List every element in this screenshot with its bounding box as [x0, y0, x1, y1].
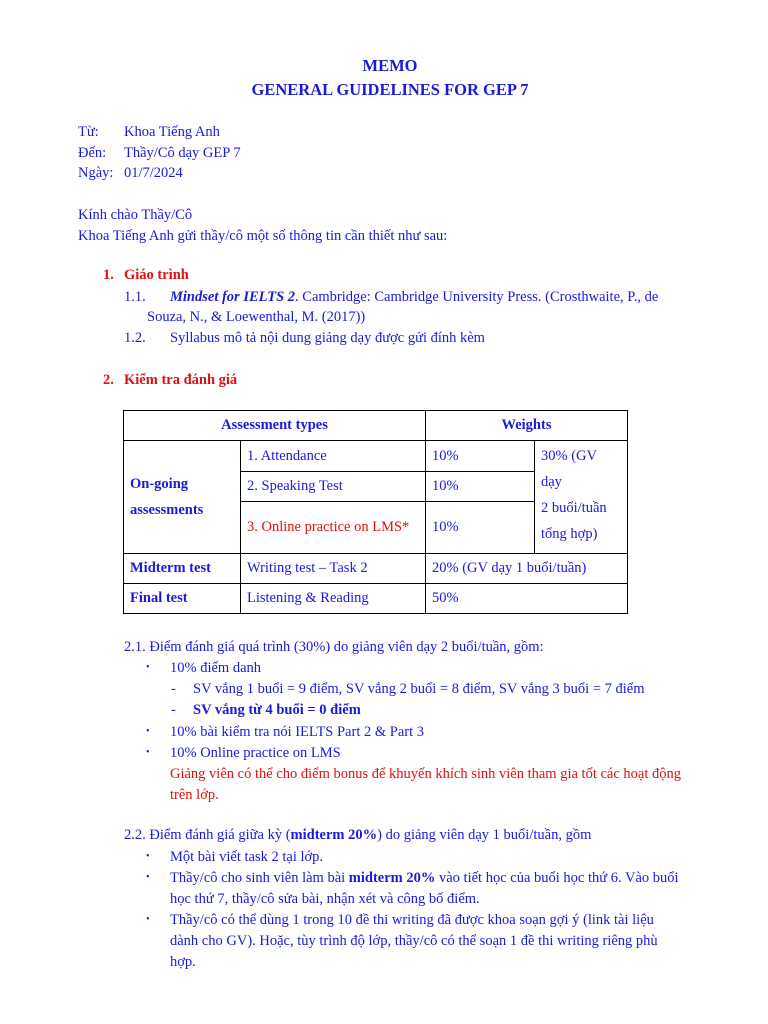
speaking-weight: 10%	[426, 472, 535, 502]
table-row	[124, 554, 628, 584]
ongoing-label-line1: On-going	[130, 476, 189, 492]
section1-item1-line2: Souza, N., & Loewenthal, M. (2017))	[147, 309, 366, 325]
s21-note-line2: trên lớp.	[170, 787, 219, 803]
final-type: Listening & Reading	[241, 584, 426, 614]
bullet-icon: •	[146, 851, 150, 862]
date-row	[78, 165, 183, 182]
s22-bullet2	[170, 870, 679, 887]
to-value: Thầy/Cô dạy GEP 7	[124, 145, 241, 161]
s22-bullet2-line2: học thứ 7, thầy/cô sửa bài, nhận xét và công bố điểm.	[170, 891, 480, 907]
ongoing-label	[124, 441, 241, 554]
final-weight: 50%	[426, 584, 628, 614]
ongoing-group-weight	[535, 441, 628, 554]
s22-bullet3-line2: dành cho GV). Hoặc, tùy trình độ lớp, thầy/cô có thể soạn 1 đề thi writing riêng phù	[170, 933, 658, 949]
s22-heading-a: 2.2. Điểm đánh giá giữa kỳ (	[124, 827, 291, 843]
header-assessment-types: Assessment types	[124, 411, 426, 441]
date-value: 01/7/2024	[124, 165, 183, 181]
final-label: Final test	[124, 584, 241, 614]
memo-subtitle: GENERAL GUIDELINES FOR GEP 7	[251, 80, 529, 99]
s21-heading: 2.1. Điểm đánh giá quá trình (30%) do giảng viên dạy 2 buổi/tuần, gồm:	[124, 639, 544, 655]
s21-bullet1: 10% điểm danh	[170, 660, 262, 676]
attendance-weight: 10%	[426, 441, 535, 472]
memo-title: MEMO	[362, 56, 418, 75]
group-weight-line2: dạy	[541, 474, 562, 490]
online-practice-weight: 10%	[426, 502, 535, 554]
s21-bullet2: 10% bài kiểm tra nói IELTS Part 2 & Part 3	[170, 724, 424, 740]
greeting: Kính chào Thầy/Cô	[78, 207, 193, 223]
midterm-label: Midterm test	[124, 554, 241, 584]
table-header-row	[124, 411, 628, 441]
section1-item1-num: 1.1.	[124, 289, 146, 305]
to-label: Đến:	[78, 145, 107, 161]
bullet-icon: •	[146, 872, 150, 883]
s21-dash1: SV vắng 1 buổi = 9 điểm, SV vắng 2 buổi = 8 điểm, SV vắng 3 buổi = 7 điểm	[193, 681, 645, 697]
s22-heading-b: midterm 20%	[290, 827, 378, 843]
s22-heading-c: ) do giảng viên dạy 1 buổi/tuần, gồm	[377, 827, 592, 843]
s22-bullet3-line1: Thầy/cô có thể dùng 1 trong 10 đề thi writing đã được khoa soạn gợi ý (link tài liệu	[170, 912, 654, 928]
dash-icon: -	[171, 681, 176, 697]
assessment-table	[123, 410, 628, 614]
header-weights: Weights	[426, 411, 628, 441]
bullet-icon: •	[146, 726, 150, 737]
attendance-cell: 1. Attendance	[241, 441, 426, 472]
section1-number: 1.	[103, 267, 114, 283]
intro-text: Khoa Tiếng Anh gửi thầy/cô một số thông tin cần thiết như sau:	[78, 228, 448, 244]
table-row	[124, 441, 628, 472]
online-practice-cell: 3. Online practice on LMS*	[241, 502, 426, 554]
group-weight-line3: 2 buổi/tuần	[541, 500, 607, 516]
from-label: Từ:	[78, 124, 99, 140]
group-weight-line4: tổng hợp)	[541, 526, 598, 542]
s22-bullet1: Một bài viết task 2 tại lớp.	[170, 849, 324, 865]
section1-title: Giáo trình	[124, 267, 189, 283]
s22-bullet3-line3: hợp.	[170, 954, 196, 970]
s22-heading	[124, 827, 591, 844]
speaking-cell: 2. Speaking Test	[241, 472, 426, 502]
bullet-icon: •	[146, 914, 150, 925]
to-row	[78, 145, 241, 162]
s21-bullet3: 10% Online practice on LMS	[170, 745, 341, 761]
from-value: Khoa Tiếng Anh	[124, 124, 220, 140]
s22-bullet2-a: Thầy/cô cho sinh viên làm bài	[170, 870, 349, 886]
section2-number: 2.	[103, 372, 114, 388]
from-row	[78, 124, 220, 141]
table-row	[124, 584, 628, 614]
s22-bullet2-c: vào tiết học của buổi học thứ 6. Vào buổi	[435, 870, 679, 886]
bullet-icon: •	[146, 747, 150, 758]
section1-item2-num: 1.2.	[124, 330, 146, 346]
group-weight-line1: 30% (GV	[541, 448, 597, 464]
dash-icon: -	[171, 702, 176, 718]
section2-title: Kiểm tra đánh giá	[124, 372, 238, 388]
bullet-icon: •	[146, 662, 150, 673]
s22-bullet2-b: midterm 20%	[348, 870, 436, 886]
midterm-type: Writing test – Task 2	[241, 554, 426, 584]
s21-dash2: SV vắng từ 4 buổi = 0 điểm	[193, 702, 361, 718]
section1-item1	[170, 289, 658, 306]
textbook-citation: . Cambridge: Cambridge University Press. (Crosthwaite, P., de	[295, 289, 659, 305]
ongoing-label-line2: assessments	[130, 502, 204, 518]
date-label: Ngày:	[78, 165, 114, 181]
section1-item2: Syllabus mô tả nội dung giảng dạy được gửi đính kèm	[170, 330, 485, 346]
s21-note-line1: Giảng viên có thể cho điểm bonus để khuyến khích sinh viên tham gia tốt các hoạt động	[170, 766, 682, 782]
midterm-weight: 20% (GV dạy 1 buổi/tuần)	[426, 554, 628, 584]
textbook-title: Mindset for IELTS 2	[170, 289, 296, 305]
